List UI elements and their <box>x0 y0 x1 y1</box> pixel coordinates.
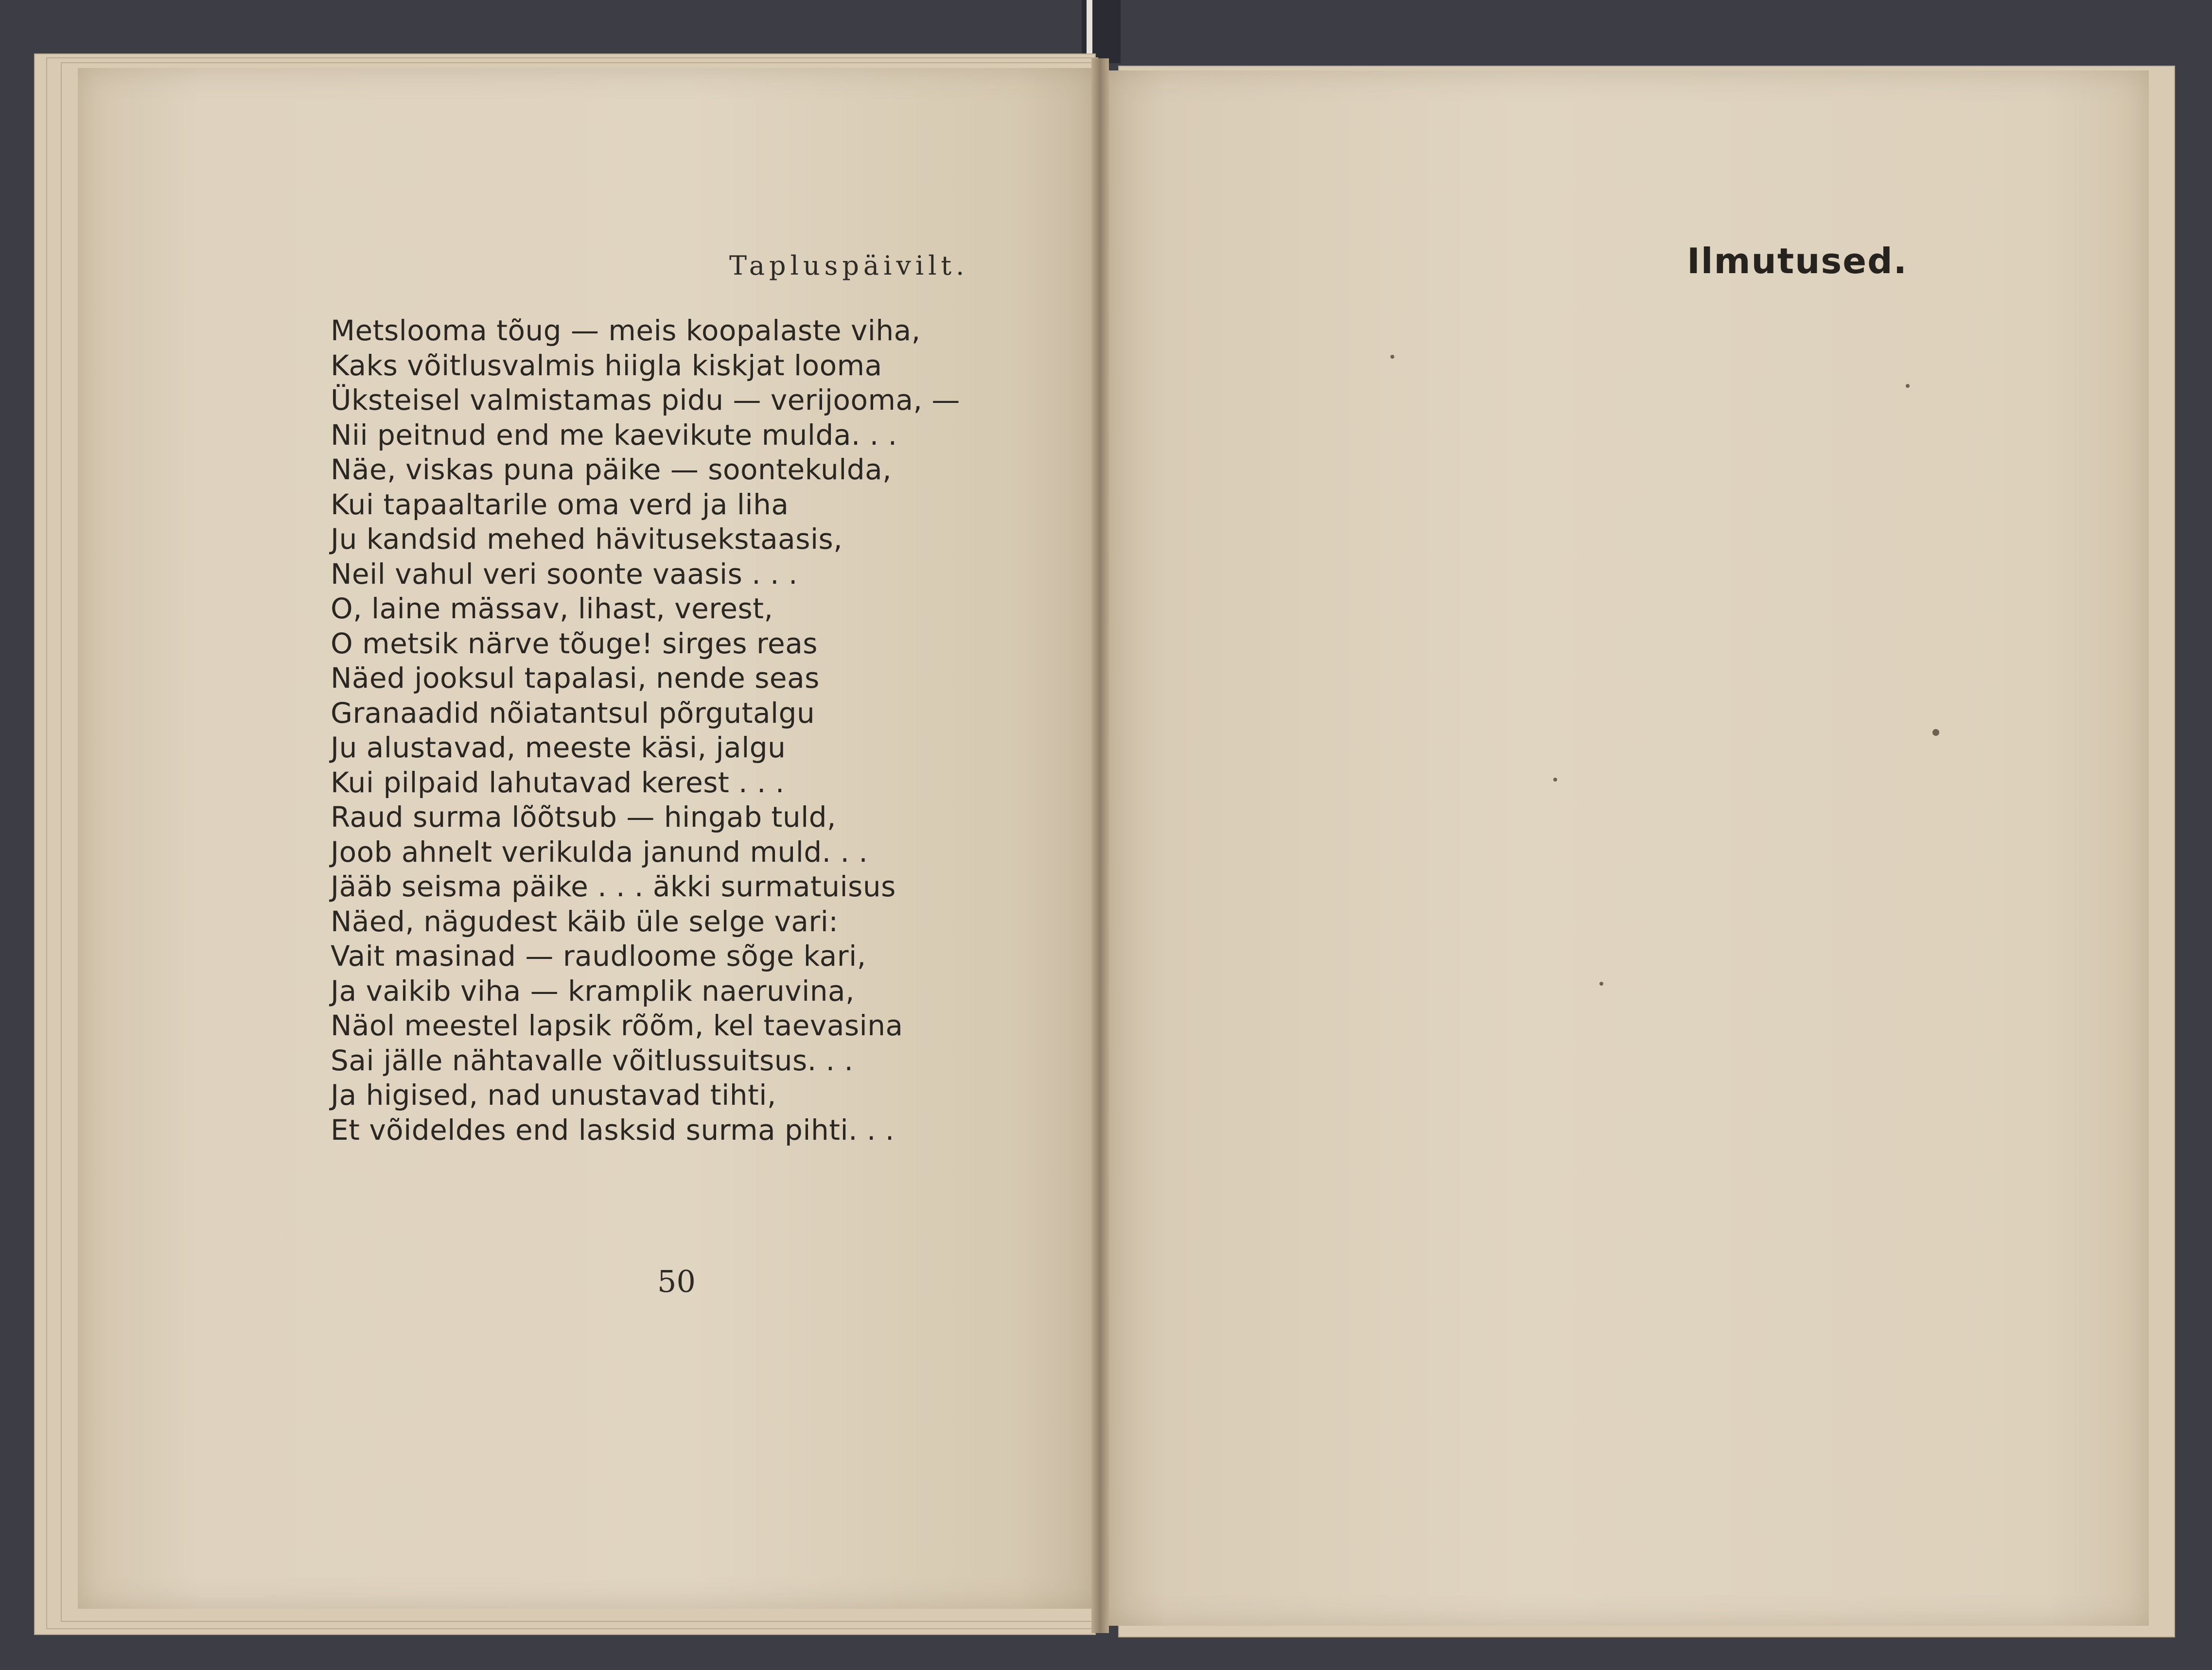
poem-line: O, laine mässav, lihast, verest, <box>331 592 773 625</box>
poem-line: Nii peitnud end me kaevikute mulda. . . <box>331 418 897 452</box>
poem-text <box>331 313 1060 1148</box>
poem-title: Tapluspäivilt. <box>729 250 969 281</box>
poem-line: Granaadid nõiatantsul põrgutalgu <box>331 696 815 730</box>
poem-line: Näol meestel lapsik rõõm, kel taevasina <box>331 1009 903 1042</box>
poem-line: Kui pilpaid lahutavad kerest . . . <box>331 765 785 799</box>
poem-line: Sai jälle nähtavalle võitlussuitsus. . . <box>331 1044 854 1077</box>
poem-line: Näed, nägudest käib üle selge vari: <box>331 905 839 938</box>
poem-line: Joob ahnelt verikulda janund muld. . . <box>331 835 868 869</box>
poem-line: Neil vahul veri soonte vaasis . . . <box>331 557 798 591</box>
poem-line: Üksteisel valmistamas pidu — verijooma, — <box>331 383 960 417</box>
poem-line: O metsik närve tõuge! sirges reas <box>331 626 818 660</box>
paper-speck <box>1599 982 1603 986</box>
poem-line: Kui tapaaltarile oma verd ja liha <box>331 487 789 521</box>
book-gutter <box>1091 58 1109 1633</box>
page-number: 50 <box>657 1264 696 1299</box>
poem-line: Metslooma tõug — meis koopalaste viha, <box>331 314 921 347</box>
poem-line: Näe, viskas puna päike — soontekulda, <box>331 453 892 486</box>
section-title: Ilmutused. <box>1687 241 1908 281</box>
poem-line: Jääb seisma päike . . . äkki surmatuisus <box>331 870 896 903</box>
poem-line: Näed jooksul tapalasi, nende seas <box>331 661 820 695</box>
poem-line: Et võideldes end lasksid surma pihti. . . <box>331 1113 895 1147</box>
paper-speck <box>1390 355 1394 359</box>
paper-speck <box>1932 729 1939 736</box>
poem-line: Ja vaikib viha — kramplik naeruvina, <box>331 974 855 1008</box>
poem-line: Vait masinad — raudloome sõge kari, <box>331 939 866 973</box>
paper-speck <box>1553 778 1557 782</box>
poem-line: Ju kandsid mehed hävitusekstaasis, <box>331 522 843 556</box>
bookmark-strip <box>1087 0 1092 53</box>
poem-line: Raud surma lõõtsub — hingab tuld, <box>331 800 836 834</box>
poem-line: Kaks võitlusvalmis hiigla kiskjat looma <box>331 348 882 382</box>
right-page <box>1104 70 2149 1626</box>
poem-line: Ju alustavad, meeste käsi, jalgu <box>331 731 786 764</box>
poem-line: Ja higised, nad unustavad tihti, <box>331 1079 776 1112</box>
paper-speck <box>1906 384 1910 388</box>
